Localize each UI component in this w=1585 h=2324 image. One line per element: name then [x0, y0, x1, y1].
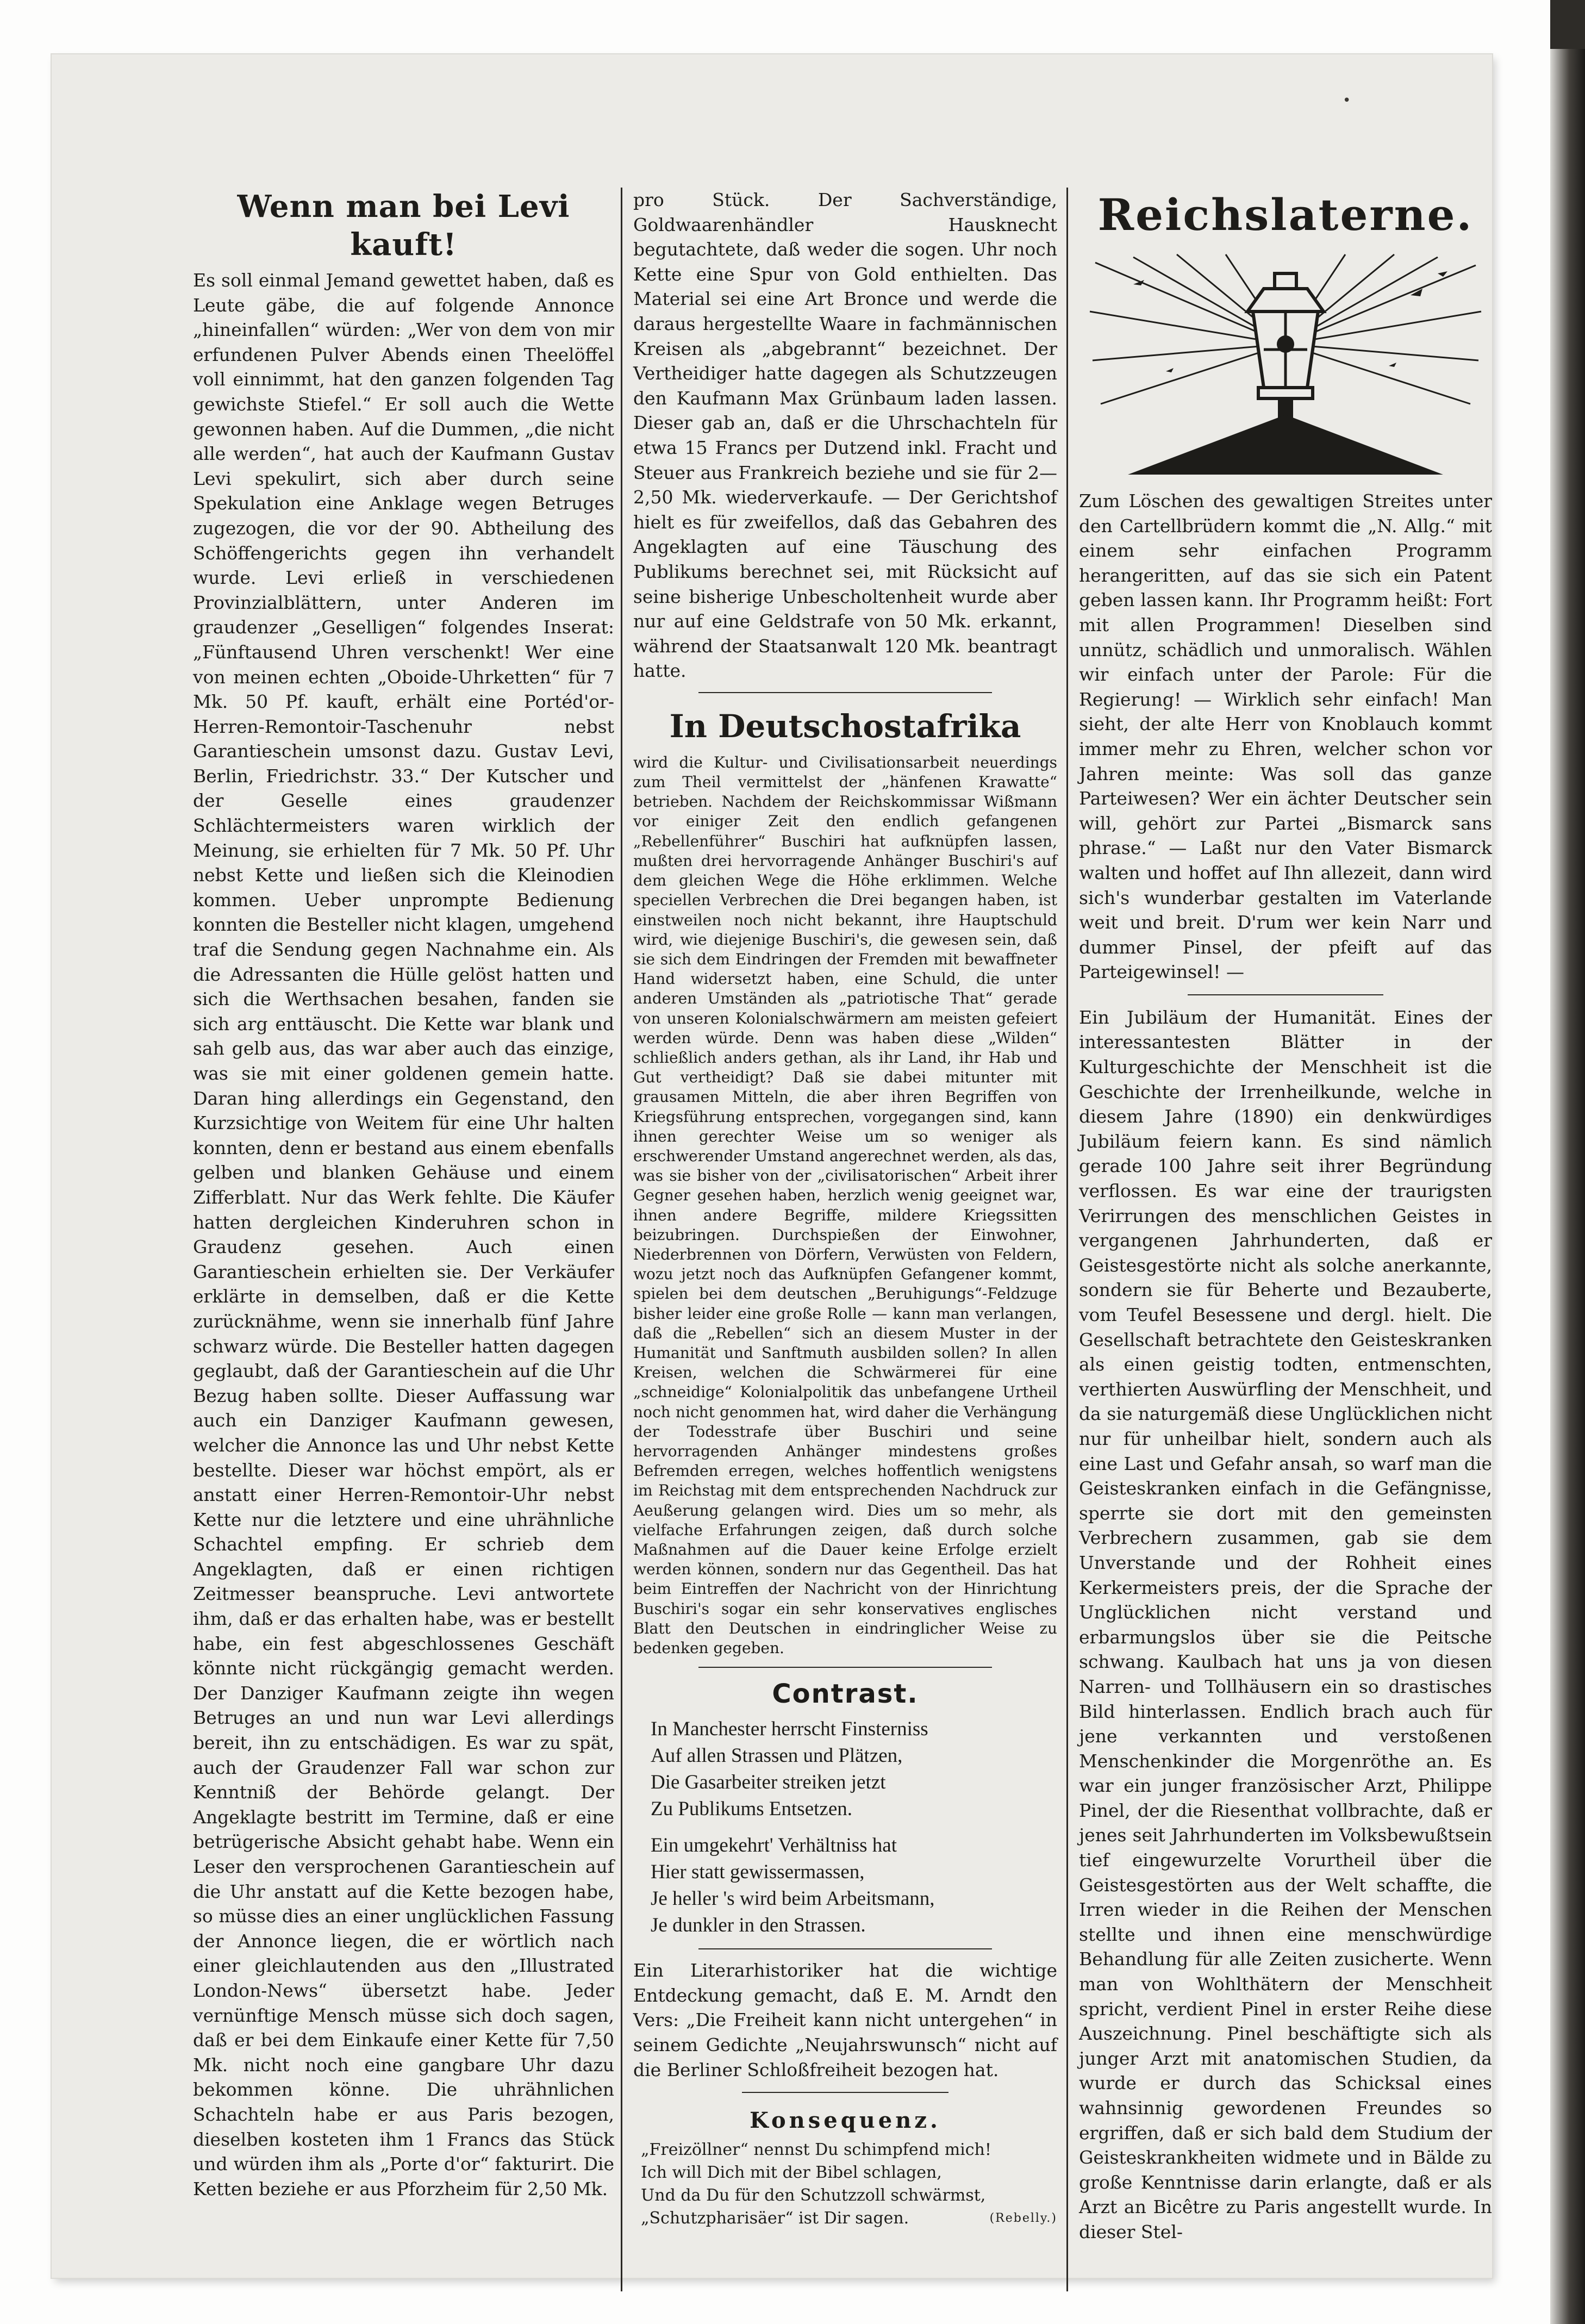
column-rule-2 — [1066, 188, 1068, 2291]
divider — [698, 1667, 992, 1668]
reichslaterne-title: Reichslaterne. — [1097, 189, 1474, 240]
poem-line: Die Gasarbeiter streiken jetzt — [651, 1771, 886, 1794]
poem-line: Je dunkler in den Strassen. — [651, 1914, 866, 1937]
article-levi-body: Es soll einmal Jemand gewettet haben, daß es Leute gäbe, die auf folgende Annonce „hineinfallen“ würden: „Wer von dem von mir erfundenen Pulver Abends einen Theelöffel voll einnimmt, hat den ganzen folgenden Tag gewichste Stiefel.“ Er soll auch die Wette gewonnen haben. Auf die Dummen, „die nicht alle werden“, hat auch der Kaufmann Gustav Levi spekulirt, sich aber durch seine Spekulation eine Anklage wegen Betruges zugezogen, die vor der 90. Abtheilung des Schöffengerichts gegen ihn verhandelt wurde. Levi erließ in verschiedenen Provinzialblättern, unter Anderen im graudenzer „Geselligen“ folgendes Inserat: „Fünftausend Uhren verschenkt! Wer eine von meinen echten „Oboide-Uhrketten“ für 7 Mk. 50 Pf. kauft, erhält eine Portéd'or-Herren-Remontoir-Taschenuhr nebst Garantieschein umsonst dazu. Gustav Levi, Berlin, Friedrichstr. 33.“ Der Kutscher und der Geselle eines graudenzer Schlächtermeisters waren wirklich der Meinung, sie erhielten für 7 Mk. 50 Pf. Uhr nebst Kette und ließen sich die Kleinodien kommen. Ueber unprompte Bedienung konnten die Besteller nicht klagen, umgehend traf die Sendung gegen Nachnahme ein. Als die Adressanten die Hülle gelöst hatten und sich die Werthsachen besahen, fanden sie sich arg enttäuscht. Die Kette war blank und sah gelb aus, das war aber auch das einzige, was sie mit einer goldenen gemein hatte. Daran hing allerdings ein Gegenstand, den Kurzsichtige von Weitem für eine Uhr halten konnten, denn er bestand aus einem ebenfalls gelben und blanken Gehäuse und einem Zifferblatt. Nur das Werk fehlte. Die Käufer hatten dergleichen Kinderuhren schon in Graudenz gesehen. Auch einen Garantieschein erhielten sie. Der Verkäufer erklärte in demselben, daß er die Kette zurücknähme, wenn sie innerhalb fünf Jahre schwarz würde. Die Besteller hatten dagegen geglaubt, daß der Garantieschein auf die Uhr Bezug haben sollte. Dieser Auffassung war auch ein Danziger Kaufmann gewesen, welcher die Annonce las und Uhr nebst Kette bestellte. Dieser war höchst empört, als er anstatt einer Herren-Remontoir-Uhr nebst Kette nur die letztere und eine uhrähnliche Schachtel empfing. Er schrieb dem Angeklagten, daß er einen richtigen Zeitmesser beanspruche. Levi antwortete ihm, daß er das erhalten habe, was er bestellt habe, ein fest abgeschlossenes Geschäft könnte nicht rückgängig gemacht werden. Der Danziger Kaufmann zeigte ihn wegen Betruges an und nun war Levi allerdings bereit, ihn zu entschädigen. Es war zu spät, auch der Graudenzer Fall war schon zur Kenntniß der Behörde gelangt. Der Angeklagte bestritt im Termine, daß er eine betrügerische Absicht gehabt habe. Wenn ein Leser den versprochenen Garantieschein auf die Uhr anstatt auf die Kette bezogen habe, so müsse dies an einer unglücklichen Fassung der Annonce liegen, die er wörtlich nach einer gleichlautenden aus den „Illustrated London-News“ übersetzt habe. Jeder vernünftige Mensch müsse sich doch sagen, daß er bei dem Einkaufe einer Kette für 7,50 Mk. nicht noch eine gangbare Uhr dazu bekommen könne. Die uhrähnlichen Schachteln habe er aus Paris bezogen, dieselben kosteten ihm 1 Francs das Stück und würden ihm als „Porte d'or“ fakturirt. Die Ketten beziehe er aus Pforzheim für 2,50 Mk. — [193, 270, 614, 2200]
verse-line-text: „Schutzpharisäer“ ist Dir sagen. — [641, 2209, 909, 2228]
poem-stanza — [651, 1832, 1057, 1939]
column-left — [193, 188, 614, 2201]
verse-signature: (Rebelly.) — [989, 2211, 1057, 2226]
poem-line: Zu Publikums Entsetzen. — [651, 1798, 852, 1821]
article-ostafrika-title: In Deutschostafrika — [669, 707, 1021, 745]
verse-line: Und da Du für den Schutzzoll schwärmst, — [641, 2186, 986, 2205]
article-ostafrika-body: wird die Kultur- und Civilisationsarbeit neuerdings zum Theil vermittelst der „hänfenen Krawatte“ betrieben. Nachdem der Reichskommissar Wißmann vor einiger Zeit den endlich gefangenen „Rebellenführer“ Buschiri hat aufknüpfen lassen, mußten drei hervorragende Anhänger Buschiri's auf dem gleichen Wege die Höhe erklimmen. Welche speciellen Verbrechen die Drei begangen haben, ist einstweilen noch nicht bekannt, ihre Hauptschuld wird, wie diejenige Buschiri's, die gewesen sein, daß sie sich dem Eindringen der Fremden mit bewaffneter Hand widersetzt haben, eine Schuld, die unter anderen Umständen als „patriotische That“ gerade von unseren Kolonialschwärmern am meisten gefeiert werden würde. Denn was haben diese „Wilden“ schließlich anders gethan, als ihr Land, ihr Hab und Gut vertheidigt? Daß sie dabei mitunter mit grausamen Mitteln, die aber ihren Begriffen von Kriegsführung entsprechen, vorgegangen sind, kann ihnen gerechter Weise um so weniger als erschwerender Umstand angerechnet werden, als das, was sie bisher von der „civilisatorischen“ Arbeit ihrer Gegner gesehen haben, herzlich wenig geeignet war, ihnen andere Begriffe, mildere Kriegssitten beizubringen. Durchspießen der Einwohner, Niederbrennen von Dörfern, Verwüsten von Feldern, wozu jetzt noch das Aufknüpfen Gefangener kommt, spielen bei dem deutschen „Beruhigungs“-Feldzuge bisher leider eine große Rolle — kann man verlangen, daß die „Rebellen“ sich an diesem Muster in der Humanität und Sanftmuth ausbilden sollen? In allen Kreisen, welchen die Schwärmerei für eine „schneidige“ Kolonialpolitik das unbefangene Urtheil noch nicht genommen hat, wird daher die Verhängung der Todesstrafe über Buschiri und seine hervorragenden Anhänger mindestens großes Befremden erregen, welches hoffentlich wenigstens im Reichstag mit dem entsprechenden Nachdruck zur Aeußerung gelangen wird. Dies um so mehr, als vielfache Erfahrungen zeigen, daß durch solche Maßnahmen auf die Dauer keine Erfolge erzielt werden können, sondern nur das Gegentheil. Das hat beim Eintreffen der Nachricht von der Hinrichtung Buschiri's sogar ein sehr konservatives englisches Blatt den Deutschen in eindringlicher Weise zu bedenken gegeben. — [633, 753, 1057, 1658]
poem-line: In Manchester herrscht Finsterniss — [651, 1718, 928, 1741]
scanner-edge — [1550, 0, 1585, 2324]
poem-contrast-title: Contrast. — [772, 1679, 919, 1710]
verse-konsequenz — [633, 2139, 1057, 2230]
article-levi-title: Wenn man bei Levi kauft! — [237, 189, 570, 263]
poem-stanza — [651, 1716, 1057, 1822]
column-right — [1079, 188, 1492, 2245]
verse-line — [641, 2207, 1057, 2230]
poem-line: Auf allen Strassen und Plätzen, — [651, 1744, 903, 1767]
poem-line: Ein umgekehrt' Verhältniss hat — [651, 1834, 897, 1857]
verse-konsequenz-title: Konsequenz. — [750, 2108, 941, 2134]
literarhistoriker-note: Ein Literarhistoriker hat die wichtige Entdeckung gemacht, daß E. M. Arndt den Vers: „Die Freiheit kann nicht untergehen“ in seinem Gedichte „Neujahrswunsch“ nicht auf die Berliner Schloßfreiheit bezogen hat. — [633, 1960, 1057, 2080]
verse-line: „Freizöllner“ nennst Du schimpfend mich! — [641, 2140, 991, 2160]
lantern-illustration — [1084, 252, 1487, 475]
reichslaterne-intro: Zum Löschen des gewaltigen Streites unter den Cartellbrüdern kommt die „N. Allg.“ mit einem sehr einfachen Programm herangeritten, auf das sie sich ein Patent geben lassen kann. Ihr Programm heißt: Fort mit allen Programmen! Dieselben sind unnütz, schädlich und unmoralisch. Wählen wir einfach unter der Parole: Für die Regierung! — Wirklich sehr einfach! Man sieht, der alte Herr von Knoblauch kommt immer mehr zu Ehren, welcher schon vor Jahren meinte: Was soll das ganze Parteiwesen? Wer ein ächter Deutscher sein will, gehört zur Partei „Bismarck sans phrase.“ — Laßt nur den Vater Bismarck walten und hoffet auf Ihn allezeit, dann wird sich's wunderbar gestalten im Vaterlande weit und breit. D'rum wer kein Narr und dummer Pinsel, der pfeift auf das Parteigewinsel! — — [1079, 490, 1492, 983]
page-speck: • — [1343, 92, 1351, 109]
scanner-corner — [1550, 0, 1585, 49]
verse-line: Ich will Dich mit der Bibel schlagen, — [641, 2163, 942, 2183]
column-middle — [633, 188, 1057, 2230]
poem-line: Hier statt gewissermassen, — [651, 1861, 865, 1884]
divider — [698, 692, 992, 693]
poem-contrast — [633, 1716, 1057, 1939]
poem-line: Je heller 's wird beim Arbeitsmann, — [651, 1887, 935, 1910]
article-levi-continuation: pro Stück. Der Sachverständige, Goldwaarenhändler Hausknecht begutachtete, daß weder die sogen. Uhr noch Kette eine Spur von Gold enthielten. Das Material sei eine Art Bronce und werde die daraus hergestellte Waare in fachmännischen Kreisen als „abgebrannt“ bezeichnet. Der Vertheidiger hatte dagegen als Schutzzeugen den Kaufmann Max Grünbaum laden lassen. Dieser gab an, daß er die Uhrschachteln für etwa 15 Francs per Dutzend inkl. Fracht und Steuer aus Frankreich beziehe und sie für 2—2,50 Mk. wiederverkaufe. — Der Gerichtshof hielt es für zweifellos, daß das Gebahren des Angeklagten auf eine Täuschung des Publikums berechnet sei, mit Rücksicht auf seine bisherige Unbescholtenheit wurde aber nur auf eine Geldstrafe von 50 Mk. erkannt, während der Staatsanwalt 120 Mk. beantragt hatte. — [633, 189, 1057, 682]
column-rule-1 — [621, 188, 622, 2291]
jubilaeum-article: Ein Jubiläum der Humanität. Eines der interessantesten Blätter in der Kulturgeschichte der Menschheit ist die Geschichte der Irrenheilkunde, welche in diesem Jahre (1890) ein denkwürdiges Jubiläum feiern kann. Es sind nämlich gerade 100 Jahre seit ihrer Begründung verflossen. Es war eine der traurigsten Verirrungen des menschlichen Geistes in vergangenen Jahrhunderten, daß er Geistesgestörte nicht als solche anerkannte, sondern sie für Beherte und Bezauberte, vom Teufel Besessene und dergl. hielt. Die Gesellschaft betrachtete den Geisteskranken als einen geistig todten, entmenschten, verthierten Auswürfling der Menschheit, und da sie naturgemäß diese Unglücklichen nicht nur für unheilbar hielt, sondern auch als eine Last und Gefahr ansah, so warf man die Geisteskranken einfach in die Gefängnisse, sperrte sie dort mit den gemeinsten Verbrechern zusammen, gab sie dem Unverstande und der Rohheit eines Kerkermeisters preis, der die Sprache der Unglücklichen nicht verstand und erbarmungslos über sie die Peitsche schwang. Kaulbach hat uns ja von diesen Narren- und Tollhäusern ein so drastisches Bild hinterlassen. Endlich brach auch für jene verkannten und verstoßenen Menschenkinder die Morgenröthe an. Es war ein junger französischer Arzt, Philippe Pinel, der die Riesenthat vollbrachte, daß er jenes seit Jahrhunderten im Volksbewußtsein tief eingewurzelte Vorurtheil über die Geistesgestörten aus der Welt schaffte, die Irren wieder in die Reihen der Menschen stellte und ihnen eine menschwürdige Behandlung für alle Zeiten zusicherte. Wenn man von Wohlthätern der Menschheit spricht, verdient Pinel in erster Reihe diese Auszeichnung. Pinel beschäftigte sich als junger Arzt mit anatomischen Studien, da wurde er durch das Schicksal eines wahnsinnig gewordenen Freundes so ergriffen, daß er sich bald dem Studium der Geisteskrankheiten widmete und in Bälde zu große Kenntnisse darin erlangte, daß er als Arzt an Bicêtre zu Paris angestellt wurde. In dieser Stel- — [1079, 1006, 1492, 2242]
divider — [742, 2092, 948, 2093]
divider — [1188, 994, 1383, 995]
divider — [698, 1948, 992, 1949]
